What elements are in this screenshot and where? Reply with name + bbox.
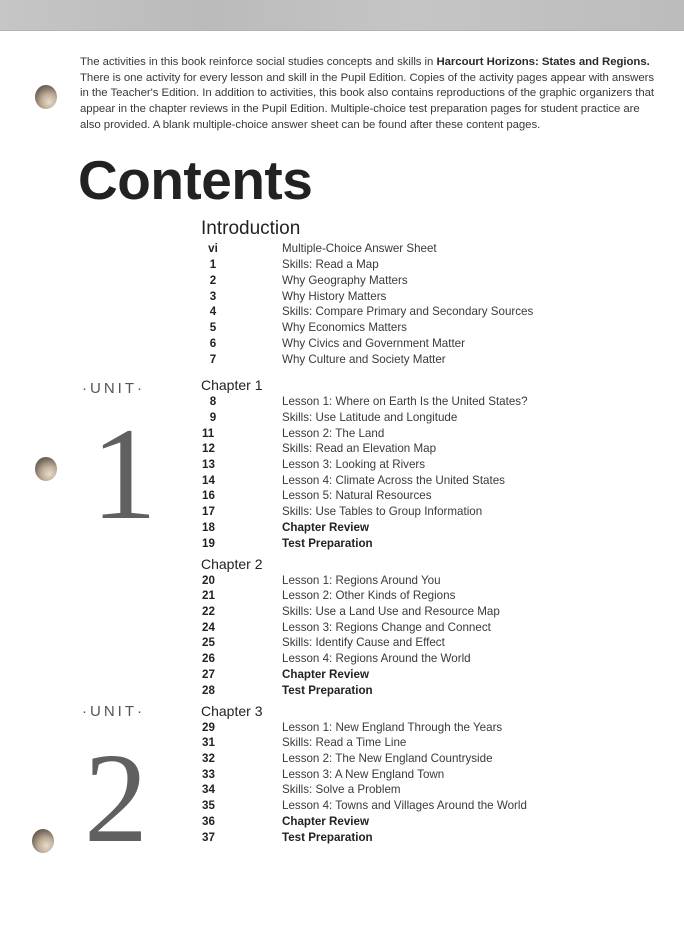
entry-title: Lesson 1: Regions Around You (282, 574, 441, 587)
toc-row[interactable] (190, 441, 610, 457)
page-number: 8 (209, 395, 217, 408)
entry-title: Lesson 2: Other Kinds of Regions (282, 589, 456, 602)
chapter-title: Chapter 1 (201, 377, 263, 393)
page-number: 22 (202, 605, 215, 618)
entry-title: Lesson 4: Towns and Villages Around the World (282, 799, 527, 812)
entry-title: Chapter Review (282, 668, 369, 681)
entry-title: Lesson 3: Regions Change and Connect (282, 621, 491, 634)
toc-row[interactable] (190, 830, 610, 846)
page-number: 21 (202, 589, 215, 602)
toc-row[interactable] (190, 667, 610, 683)
entry-title: Chapter Review (282, 815, 369, 828)
page-number: 36 (202, 815, 215, 828)
page-number: 5 (209, 321, 217, 334)
toc-row[interactable] (190, 651, 610, 667)
toc-row[interactable] (190, 473, 610, 489)
page-number: 12 (202, 442, 215, 455)
binder-hole-icon (32, 829, 54, 853)
unit-number: 1 (91, 400, 157, 547)
entry-title: Skills: Use Latitude and Longitude (282, 411, 458, 424)
page-number: 11 (202, 427, 215, 440)
entry-title: Lesson 1: New England Through the Years (282, 721, 503, 734)
toc-row[interactable] (190, 289, 610, 305)
unit-label: ·UNIT· (82, 703, 145, 720)
page-number: 4 (209, 305, 217, 318)
toc-row[interactable] (190, 504, 610, 520)
intro-text-part2: There is one activity for every lesson and skill in the Pupil Edition. Copies of the activity pages appear with answers in the Teacher's Edition. In addition to activities, this book also contains reproductions of the graphic organizers that appear in the chapter reviews in the Pupil Edition. Multiple-choice test preparation pages for student practice are also provided. A blank multiple-choice answer sheet can be found after these content pages. (80, 71, 655, 131)
page-number: 6 (209, 337, 217, 350)
toc-row[interactable] (190, 241, 610, 257)
entry-title: Test Preparation (282, 684, 373, 697)
toc-row[interactable] (190, 782, 610, 798)
toc-row[interactable] (190, 798, 610, 814)
page-number: 17 (202, 505, 215, 518)
entry-title: Lesson 3: Looking at Rivers (282, 458, 426, 471)
page-number: 35 (202, 799, 215, 812)
top-banner (0, 0, 684, 31)
toc-row[interactable] (190, 273, 610, 289)
toc-row[interactable] (190, 604, 610, 620)
entry-title: Lesson 5: Natural Resources (282, 489, 432, 502)
toc-row[interactable] (190, 683, 610, 699)
toc-row[interactable] (190, 488, 610, 504)
toc-row[interactable] (190, 320, 610, 336)
page-number: 26 (202, 652, 215, 665)
entry-title: Multiple-Choice Answer Sheet (282, 242, 437, 255)
page-number: 25 (202, 636, 215, 649)
entry-title: Why Geography Matters (282, 274, 408, 287)
entry-title: Chapter Review (282, 521, 369, 534)
entry-title: Test Preparation (282, 537, 373, 550)
entry-title: Lesson 2: The Land (282, 427, 385, 440)
toc-row[interactable] (190, 520, 610, 536)
entry-title: Why History Matters (282, 290, 387, 303)
toc-row[interactable] (190, 410, 610, 426)
binder-hole-icon (35, 457, 57, 481)
entry-title: Lesson 3: A New England Town (282, 768, 445, 781)
book-title: Harcourt Horizons: States and Regions. (436, 56, 650, 68)
toc-row[interactable] (190, 767, 610, 783)
page-number: 28 (202, 684, 215, 697)
intro-text-part1: The activities in this book reinforce social studies concepts and skills in (80, 56, 437, 68)
page-number: 33 (202, 768, 215, 781)
page-number: 1 (209, 258, 217, 271)
section-title-introduction: Introduction (201, 218, 301, 239)
toc-row[interactable] (190, 352, 610, 368)
entry-title: Lesson 1: Where on Earth Is the United States? (282, 395, 528, 408)
page-number: 20 (202, 574, 215, 587)
entry-title: Lesson 4: Climate Across the United States (282, 474, 505, 487)
unit-label: ·UNIT· (82, 380, 145, 397)
page-title: Contents (78, 149, 313, 211)
toc-row[interactable] (190, 620, 610, 636)
toc-row[interactable] (190, 257, 610, 273)
page-number: 29 (202, 721, 215, 734)
toc-row[interactable] (190, 457, 610, 473)
entry-title: Skills: Read a Map (282, 258, 379, 271)
page-number: 31 (202, 736, 215, 749)
toc-row[interactable] (190, 751, 610, 767)
toc-row[interactable] (190, 426, 610, 442)
toc-row[interactable] (190, 588, 610, 604)
page-number: 19 (202, 537, 215, 550)
page-number: 18 (202, 521, 215, 534)
toc-row[interactable] (190, 814, 610, 830)
chapter-title: Chapter 2 (201, 556, 263, 572)
page-number: 37 (202, 831, 215, 844)
page-number: 9 (209, 411, 217, 424)
entry-title: Why Economics Matters (282, 321, 407, 334)
entry-title: Skills: Identify Cause and Effect (282, 636, 445, 649)
entry-title: Lesson 2: The New England Countryside (282, 752, 493, 765)
toc-row[interactable] (190, 394, 610, 410)
entry-title: Test Preparation (282, 831, 373, 844)
entry-title: Lesson 4: Regions Around the World (282, 652, 471, 665)
entry-title: Skills: Compare Primary and Secondary Sources (282, 305, 534, 318)
toc-row[interactable] (190, 336, 610, 352)
toc-row[interactable] (190, 536, 610, 552)
toc-row[interactable] (190, 735, 610, 751)
entry-title: Skills: Read a Time Line (282, 736, 407, 749)
chapter-title: Chapter 3 (201, 703, 263, 719)
intro-paragraph (80, 55, 655, 134)
page-number: 27 (202, 668, 215, 681)
page-number: 32 (202, 752, 215, 765)
toc-row[interactable] (190, 304, 610, 320)
toc-row[interactable] (190, 573, 610, 589)
entry-title: Skills: Read an Elevation Map (282, 442, 437, 455)
page-number: 3 (209, 290, 217, 303)
page-number: 24 (202, 621, 215, 634)
page-number: 7 (209, 353, 217, 366)
toc-row[interactable] (190, 635, 610, 651)
page-number: 16 (202, 489, 215, 502)
page-number: 14 (202, 474, 215, 487)
entry-title: Skills: Use Tables to Group Information (282, 505, 483, 518)
page-number: 2 (209, 274, 217, 287)
page-number: vi (208, 242, 218, 255)
entry-title: Why Culture and Society Matter (282, 353, 446, 366)
page-number: 13 (202, 458, 215, 471)
binder-hole-icon (35, 85, 57, 109)
entry-title: Skills: Solve a Problem (282, 783, 401, 796)
page-number: 34 (202, 783, 215, 796)
entry-title: Why Civics and Government Matter (282, 337, 465, 350)
toc-row[interactable] (190, 720, 610, 736)
entry-title: Skills: Use a Land Use and Resource Map (282, 605, 500, 618)
unit-number: 2 (84, 727, 148, 869)
